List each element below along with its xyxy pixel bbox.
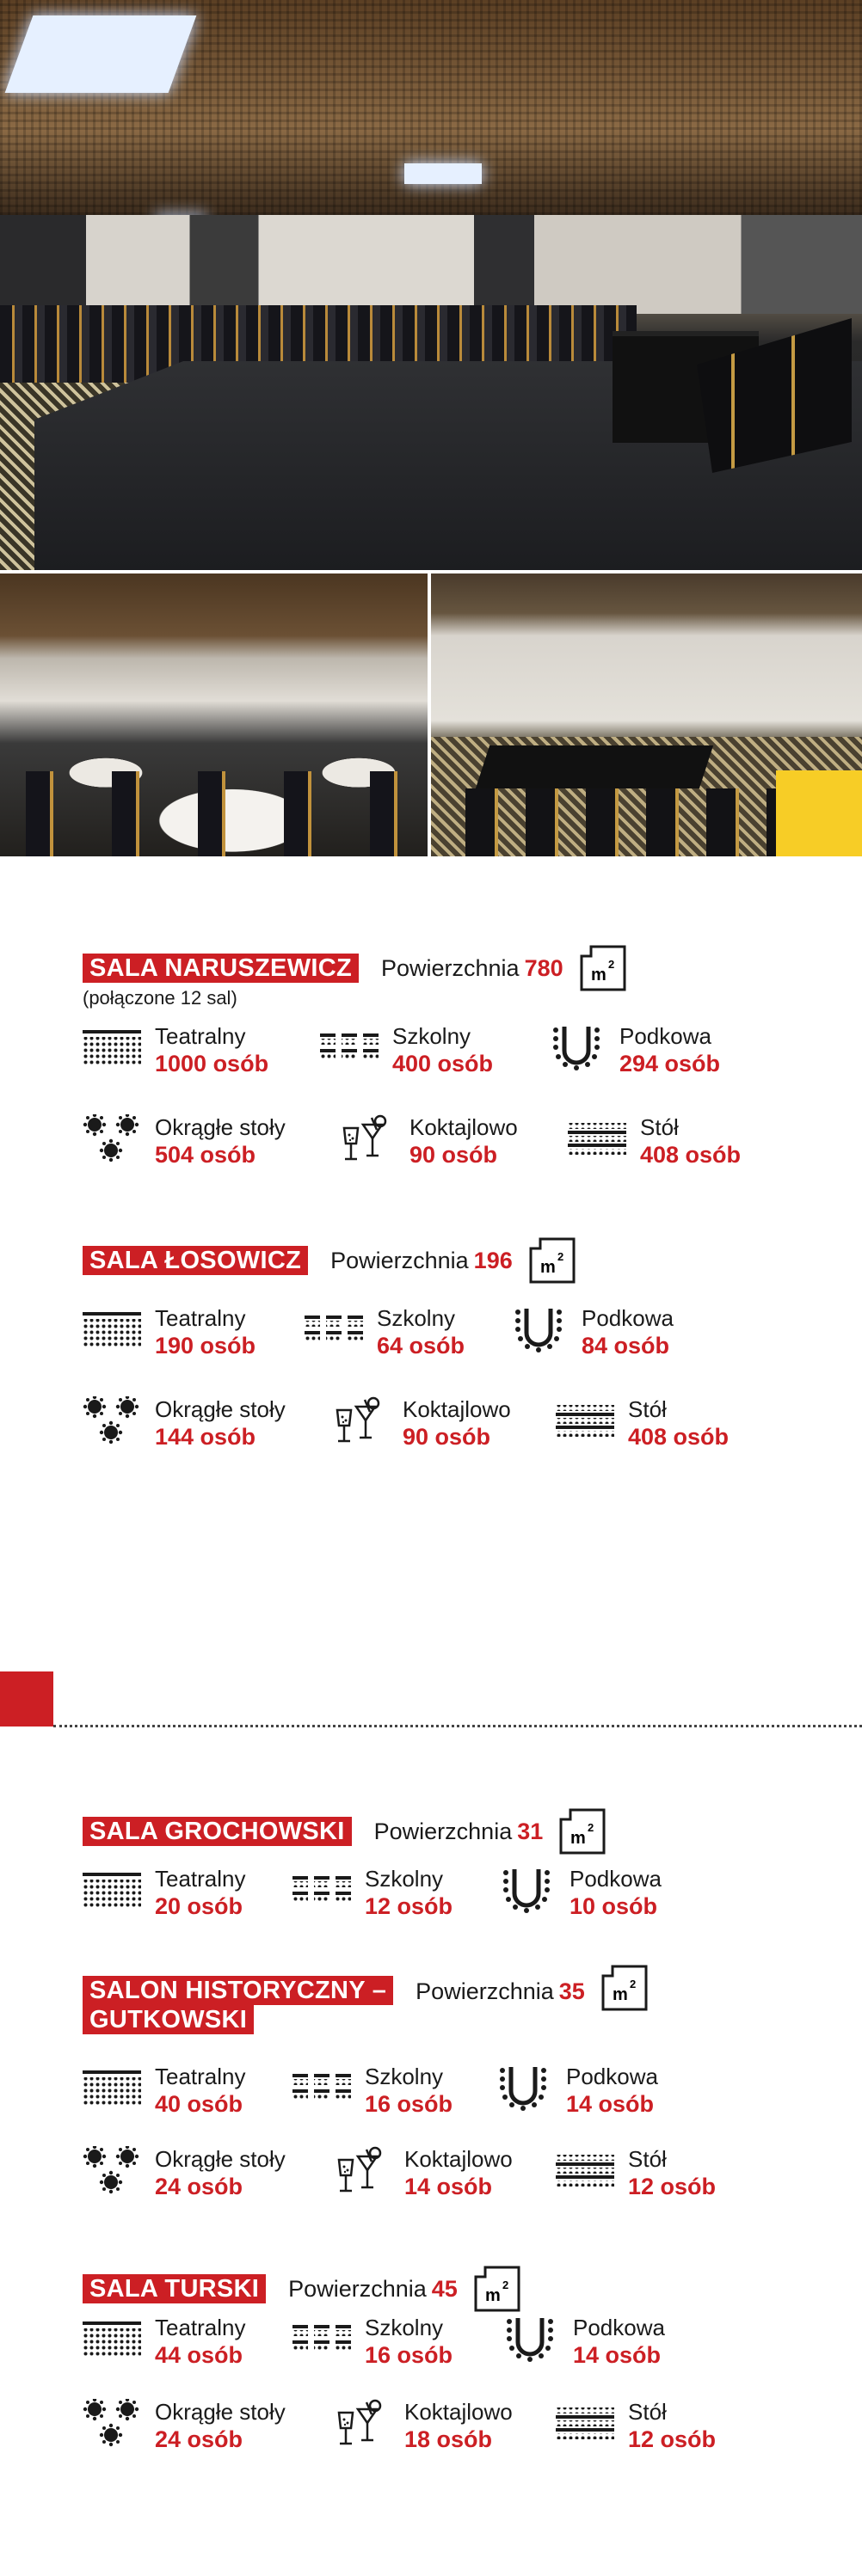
- boardroom-table-icon: [556, 2399, 614, 2447]
- boardroom-table-icon: [556, 1396, 614, 1444]
- square-meters-icon: [558, 1807, 606, 1855]
- layout-label: Teatralny: [155, 1866, 246, 1892]
- capacity-theatre: [83, 1023, 268, 1078]
- hall-name: SALA NARUSZEWICZ: [83, 954, 359, 983]
- presidium-table: [476, 745, 713, 788]
- capacity-round-tables: [83, 2146, 286, 2201]
- seminar-hall-photo: [431, 573, 862, 856]
- layout-label: Stół: [628, 2146, 667, 2172]
- capacity-table: [556, 1396, 729, 1451]
- layout-label: Szkolny: [365, 2064, 444, 2089]
- layout-label: Okrągłe stoły: [155, 2399, 286, 2425]
- capacity-value: 90 osób: [409, 1142, 498, 1168]
- capacity-table: [556, 2146, 716, 2201]
- round-tables-icon: [83, 1396, 141, 1444]
- svg-text:m: m: [484, 2286, 501, 2305]
- capacity-school: [305, 1305, 465, 1360]
- back-wall: [0, 215, 862, 314]
- capacity-value: 190 osób: [155, 1333, 256, 1359]
- capacity-theatre: [83, 2064, 246, 2119]
- dotted-divider: [53, 1725, 862, 1727]
- hall-title-naruszewicz: [83, 944, 627, 992]
- hall-title-losowicz: [83, 1236, 576, 1285]
- layout-label: Teatralny: [155, 2064, 246, 2089]
- cocktail-glasses-icon: [330, 1396, 389, 1444]
- capacity-cocktail: [337, 1114, 518, 1169]
- square-meters-icon: [473, 2265, 521, 2313]
- capacity-horseshoe: [501, 2315, 665, 2370]
- cocktail-glasses-icon: [337, 1114, 396, 1162]
- capacity-table: [568, 1114, 741, 1169]
- round-tables-icon: [83, 2399, 141, 2447]
- capacity-value: 14 osób: [566, 2091, 655, 2117]
- capacity-cocktail: [332, 2146, 513, 2201]
- capacity-value: 20 osób: [155, 1893, 243, 1919]
- layout-label: Okrągłe stoły: [155, 2146, 286, 2172]
- area-value: 45: [431, 2275, 458, 2302]
- layout-label: Podkowa: [566, 2064, 658, 2089]
- horseshoe-layout-icon: [494, 2064, 552, 2112]
- school-layout-icon: [320, 1023, 379, 1071]
- layout-label: Teatralny: [155, 1305, 246, 1331]
- capacity-horseshoe: [494, 2064, 658, 2119]
- capacity-value: 14 osób: [573, 2342, 662, 2368]
- layout-label: Teatralny: [155, 1023, 246, 1049]
- area-value: 35: [558, 1978, 585, 2004]
- capacity-theatre: [83, 1305, 256, 1360]
- school-layout-icon: [292, 1866, 351, 1914]
- hall-name: SALA GROCHOWSKI: [83, 1817, 352, 1846]
- svg-text:m: m: [612, 1985, 628, 2004]
- svg-text:m: m: [570, 1829, 587, 1848]
- capacity-value: 90 osób: [403, 1424, 491, 1450]
- layout-label: Podkowa: [573, 2315, 665, 2340]
- layout-label: Podkowa: [582, 1305, 674, 1331]
- capacity-value: 10 osób: [570, 1893, 658, 1919]
- capacity-theatre: [83, 1866, 246, 1921]
- capacity-value: 144 osób: [155, 1424, 256, 1450]
- layout-label: Szkolny: [365, 1866, 444, 1892]
- layout-label: Okrągłe stoły: [155, 1114, 286, 1140]
- capacity-theatre: [83, 2315, 246, 2370]
- round-tables-icon: [83, 2146, 141, 2194]
- layout-label: Szkolny: [392, 1023, 471, 1049]
- hall-name: SALA ŁOSOWICZ: [83, 1246, 308, 1275]
- capacity-value: 24 osób: [155, 2174, 243, 2199]
- area-value: 196: [473, 1247, 513, 1273]
- boardroom-table-icon: [568, 1114, 626, 1162]
- yellow-accent-square: [776, 770, 862, 856]
- layout-label: Koktajlowo: [409, 1114, 518, 1140]
- svg-text:2: 2: [588, 1821, 594, 1834]
- cocktail-glasses-icon: [332, 2399, 391, 2447]
- ceiling-light: [404, 163, 482, 184]
- square-meters-icon: [528, 1236, 576, 1285]
- hall-name: SALA TURSKI: [83, 2274, 266, 2303]
- capacity-value: 16 osób: [365, 2091, 453, 2117]
- school-layout-icon: [305, 1305, 363, 1353]
- ceiling-light: [5, 15, 197, 93]
- capacity-value: 64 osób: [377, 1333, 465, 1359]
- layout-label: Podkowa: [570, 1866, 662, 1892]
- layout-label: Szkolny: [377, 1305, 456, 1331]
- svg-text:m: m: [590, 966, 606, 984]
- capacity-round-tables: [83, 2399, 286, 2454]
- area-label: Powierzchnia: [416, 1978, 554, 2004]
- layout-label: Teatralny: [155, 2315, 246, 2340]
- capacity-horseshoe: [509, 1305, 674, 1360]
- svg-text:2: 2: [607, 958, 614, 971]
- cocktail-glasses-icon: [332, 2146, 391, 2194]
- capacity-value: 12 osób: [628, 2426, 717, 2452]
- seminar-chairs: [465, 788, 810, 856]
- school-layout-icon: [292, 2064, 351, 2112]
- capacity-value: 408 osób: [628, 1424, 730, 1450]
- capacity-value: 44 osób: [155, 2342, 243, 2368]
- layout-label: Koktajlowo: [404, 2146, 513, 2172]
- theatre-layout-icon: [83, 1866, 141, 1914]
- capacity-value: 14 osób: [404, 2174, 493, 2199]
- hall-note: (połączone 12 sal): [83, 987, 237, 1009]
- square-meters-icon: [600, 1964, 649, 2012]
- capacity-value: 12 osób: [628, 2174, 717, 2199]
- theatre-layout-icon: [83, 2064, 141, 2112]
- theatre-layout-icon: [83, 1305, 141, 1353]
- capacity-value: 12 osób: [365, 1893, 453, 1919]
- svg-text:2: 2: [629, 1978, 637, 1990]
- capacity-school: [292, 2315, 453, 2370]
- layout-label: Szkolny: [365, 2315, 444, 2340]
- round-tables-icon: [83, 1114, 141, 1162]
- hall-name-line1: SALON HISTORYCZNY –: [83, 1976, 393, 2005]
- banquet-chairs: [0, 771, 428, 856]
- capacity-cocktail: [332, 2399, 513, 2454]
- svg-text:2: 2: [557, 1250, 563, 1263]
- area-label: Powierzchnia: [288, 2275, 427, 2302]
- hall-title-grochowski: [83, 1807, 606, 1855]
- capacity-school: [292, 1866, 453, 1921]
- capacity-horseshoe: [547, 1023, 720, 1078]
- capacity-round-tables: [83, 1114, 286, 1169]
- capacity-round-tables: [83, 1396, 286, 1451]
- area-label: Powierzchnia: [380, 954, 520, 981]
- area-value: 780: [524, 954, 563, 981]
- capacity-value: 400 osób: [392, 1051, 494, 1076]
- capacity-value: 84 osób: [582, 1333, 670, 1359]
- red-accent-square: [0, 1671, 53, 1727]
- school-layout-icon: [292, 2315, 351, 2363]
- capacity-horseshoe: [497, 1866, 662, 1921]
- hall-title-turski: [83, 2265, 521, 2313]
- capacity-value: 16 osób: [365, 2342, 453, 2368]
- horseshoe-layout-icon: [509, 1305, 568, 1353]
- layout-label: Stół: [628, 2399, 667, 2425]
- capacity-value: 1000 osób: [155, 1051, 269, 1076]
- capacity-value: 408 osób: [640, 1142, 742, 1168]
- capacity-school: [320, 1023, 493, 1078]
- capacity-value: 504 osób: [155, 1142, 256, 1168]
- horseshoe-layout-icon: [547, 1023, 606, 1071]
- layout-label: Koktajlowo: [404, 2399, 513, 2425]
- area-value: 31: [517, 1818, 544, 1844]
- horseshoe-layout-icon: [497, 1866, 556, 1914]
- area-label: Powierzchnia: [330, 1247, 469, 1273]
- hall-name-line2: GUTKOWSKI: [83, 2005, 254, 2034]
- conference-hall-photo-main: [0, 0, 862, 570]
- horseshoe-layout-icon: [501, 2315, 559, 2363]
- layout-label: Stół: [628, 1396, 667, 1422]
- capacity-table: [556, 2399, 716, 2454]
- layout-label: Podkowa: [619, 1023, 711, 1049]
- capacity-value: 294 osób: [619, 1051, 721, 1076]
- layout-label: Koktajlowo: [403, 1396, 511, 1422]
- capacity-value: 24 osób: [155, 2426, 243, 2452]
- capacity-school: [292, 2064, 453, 2119]
- capacity-value: 18 osób: [404, 2426, 493, 2452]
- capacity-cocktail: [330, 1396, 511, 1451]
- svg-text:m: m: [539, 1258, 556, 1277]
- capacity-value: 40 osób: [155, 2091, 243, 2117]
- layout-label: Okrągłe stoły: [155, 1396, 286, 1422]
- hall-title-gutkowski: [83, 1976, 649, 2034]
- area-label: Powierzchnia: [373, 1818, 513, 1844]
- boardroom-table-icon: [556, 2146, 614, 2194]
- theatre-layout-icon: [83, 1023, 141, 1071]
- square-meters-icon: [579, 944, 627, 992]
- theatre-layout-icon: [83, 2315, 141, 2363]
- banquet-hall-photo: [0, 573, 428, 856]
- svg-text:2: 2: [502, 2279, 509, 2291]
- layout-label: Stół: [640, 1114, 679, 1140]
